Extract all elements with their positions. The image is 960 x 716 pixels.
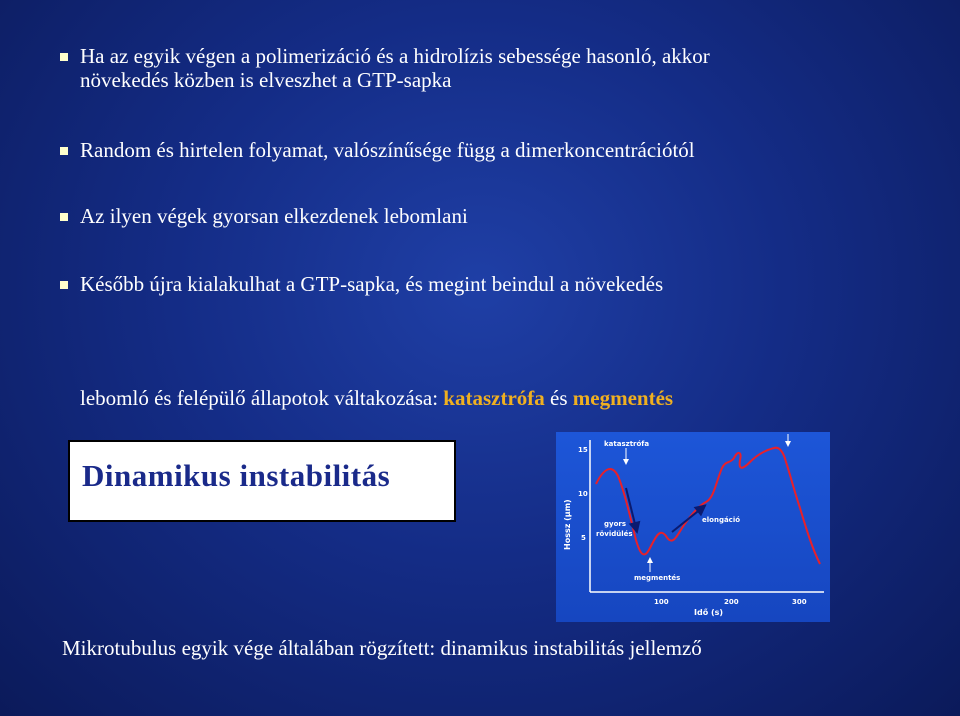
x-tick-100: 100 xyxy=(654,598,669,606)
x-tick-300: 300 xyxy=(792,598,807,606)
y-tick-10: 10 xyxy=(578,490,588,498)
x-axis-label: Idő (s) xyxy=(694,608,724,617)
x-tick-200: 200 xyxy=(724,598,739,606)
figure-background xyxy=(556,432,830,622)
annotation-fast-shrink-1: gyors xyxy=(604,520,627,528)
annotation-elongation: elongáció xyxy=(702,516,741,524)
caption-highlight-catastrophe: katasztrófa xyxy=(443,386,545,410)
microtubule-length-figure xyxy=(556,432,830,622)
annotation-fast-shrink-2: rövidülés xyxy=(596,530,633,538)
footer-text: Mikrotubulus egyik vége általában rögzített: dinamikus instabilitás jellemző xyxy=(62,636,702,660)
annotation-rescue: megmentés xyxy=(634,574,681,582)
caption-middle: és xyxy=(544,386,573,410)
bullet-3-text: Az ilyen végek gyorsan elkezdenek lebomlani xyxy=(80,204,468,228)
bullet-square-icon xyxy=(60,147,68,155)
title-box xyxy=(68,440,456,522)
y-tick-5: 5 xyxy=(581,534,586,542)
y-tick-15: 15 xyxy=(578,446,588,454)
bullet-text-1 xyxy=(80,44,710,92)
bullet-square-icon xyxy=(60,281,68,289)
bullet-4-text: Később újra kialakulhat a GTP-sapka, és megint beindul a növekedés xyxy=(80,272,664,296)
bullet-square-icon xyxy=(60,213,68,221)
bullet-item-4 xyxy=(60,272,663,296)
bullet-item-1 xyxy=(60,44,710,92)
bullet-item-2 xyxy=(60,138,695,162)
bullet-item-3 xyxy=(60,204,468,228)
bullet-1-line-2: növekedés közben is elveszhet a GTP-sapka xyxy=(80,68,452,92)
bullet-1-line-1: Ha az egyik végen a polimerizáció és a hidrolízis sebessége hasonló, akkor xyxy=(80,44,710,68)
caption-prefix: lebomló és felépülő állapotok váltakozása: xyxy=(80,386,444,410)
caption-line xyxy=(80,386,673,410)
annotation-catastrophe: katasztrófa xyxy=(604,440,650,448)
slide-title: Dinamikus instabilitás xyxy=(82,458,391,493)
bullet-2-text: Random és hirtelen folyamat, valószínűsége függ a dimerkoncentrációtól xyxy=(80,138,695,162)
y-axis-label: Hossz (μm) xyxy=(563,499,572,550)
caption-highlight-rescue: megmentés xyxy=(572,386,674,410)
bullet-square-icon xyxy=(60,53,68,61)
